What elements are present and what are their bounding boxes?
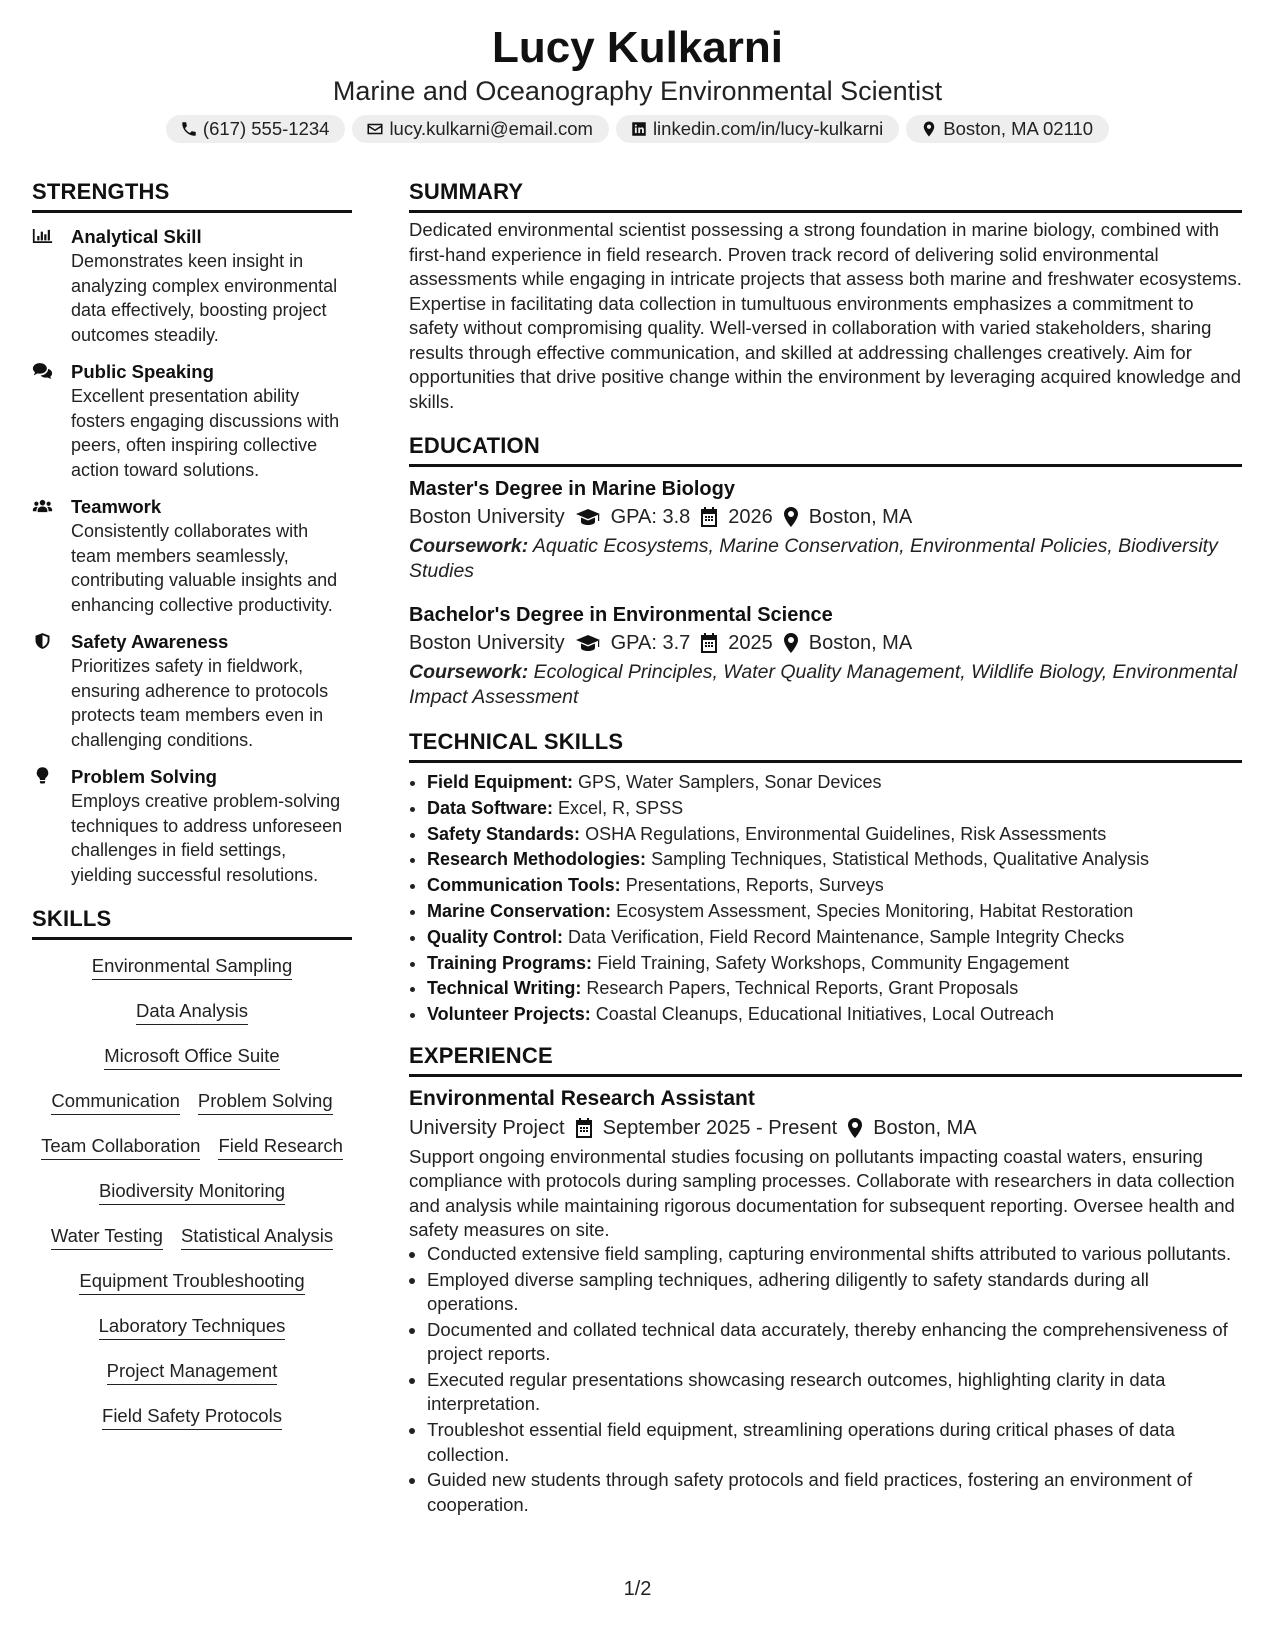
list-item: • Troubleshot essential field equipment, streamlining operations during critical phases of data collection. — [427, 1418, 1242, 1467]
edu-location: Boston, MA — [808, 632, 913, 654]
contact-email[interactable] — [352, 115, 609, 143]
list-item: • Communication Tools: Presentations, Reports, Surveys — [427, 873, 1242, 899]
resume-header — [0, 0, 1275, 143]
education-entry — [409, 476, 1242, 583]
strength-item — [32, 495, 352, 617]
list-item: • Data Software: Excel, R, SPSS — [427, 796, 1242, 822]
contact-bar — [0, 115, 1275, 143]
job-dates: September 2025 - Present — [602, 1116, 838, 1139]
strength-item — [32, 765, 352, 887]
list-item: • Executed regular presentations showcasing research outcomes, highlighting clarity in data interpretation. — [427, 1368, 1242, 1417]
skill-tag: Laboratory Techniques — [99, 1314, 286, 1340]
degree-title: Bachelor's Degree in Environmental Science — [409, 604, 833, 626]
school-name: Boston University — [409, 506, 565, 528]
graduation-cap-icon — [575, 507, 601, 527]
job-location: Boston, MA — [873, 1116, 977, 1139]
bar-chart-icon — [32, 227, 53, 245]
calendar-icon — [575, 1118, 593, 1138]
gpa: GPA: 3.7 — [610, 632, 691, 654]
right-column — [409, 178, 1242, 1518]
list-item: • Technical Writing: Research Papers, Technical Reports, Grant Proposals — [427, 976, 1242, 1002]
strength-desc: Excellent presentation ability fosters engaging discussions with peers, often inspiring collective action toward solutions. — [71, 386, 340, 480]
coursework-list: Ecological Principles, Water Quality Management, Wildlife Biology, Environmental Impact Assessment — [409, 661, 1238, 708]
list-item: • Guided new students through safety protocols and field practices, fostering an environment of cooperation. — [427, 1468, 1242, 1517]
school-name: Boston University — [409, 632, 565, 654]
team-icon — [32, 497, 53, 515]
skill-tag: Microsoft Office Suite — [104, 1044, 279, 1070]
lightbulb-icon — [32, 767, 53, 785]
map-pin-icon — [783, 507, 799, 527]
strength-desc: Consistently collaborates with team members seamlessly, contributing valuable insights and enhancing collective productivity. — [71, 521, 338, 615]
edu-location: Boston, MA — [808, 506, 913, 528]
summary-text: Dedicated environmental scientist possessing a strong foundation in marine biology, combined with first-hand experience in field research. Proven track record of delivering solid environmental assessments while engaging in intricate projects that assess both marine and freshwater ecosystems. Expertise in facilitating data collection in tumultuous environments emphasizes a commitment to safety without compromising quality. Well-versed in collaboration with varied stakeholders, sharing results through effective communication, and skilled at addressing challenges creatively. Aim for opportunities that drive positive change within the environment by leveraging acquired knowledge and skills. — [409, 219, 1242, 412]
education-list — [409, 476, 1242, 709]
skill-tag: Environmental Sampling — [92, 954, 293, 980]
strengths-heading: STRENGTHS — [32, 178, 352, 213]
contact-linkedin[interactable] — [616, 115, 899, 143]
linkedin-text: linkedin.com/in/lucy-kulkarni — [652, 118, 884, 139]
strengths-list — [32, 225, 352, 887]
education-heading: EDUCATION — [409, 432, 1242, 467]
gpa: GPA: 3.8 — [610, 506, 691, 528]
coursework-label: Coursework: — [409, 535, 529, 557]
skill-tag: Statistical Analysis — [181, 1224, 333, 1250]
map-pin-icon — [920, 120, 938, 138]
list-item: • Documented and collated technical data accurately, thereby enhancing the comprehensiveness of project reports. — [427, 1318, 1242, 1367]
map-pin-icon — [783, 633, 799, 653]
job-description: Support ongoing environmental studies focusing on pollutants impacting coastal waters, ensuring compliance with protocols during sampling processes. Collaborate with researchers in data collection and analysis while maintaining rigorous documentation for subsequent reporting. Oversee health and safety measures on site. — [409, 1145, 1235, 1240]
skill-tag: Field Safety Protocols — [102, 1404, 282, 1430]
contact-phone[interactable] — [166, 115, 346, 143]
year: 2025 — [728, 632, 773, 654]
coursework-label: Coursework: — [409, 661, 529, 683]
email-text: lucy.kulkarni@email.com — [389, 118, 593, 139]
strength-title: Problem Solving — [71, 766, 217, 787]
calendar-icon — [700, 633, 718, 653]
strength-desc: Employs creative problem-solving techniques to address unforeseen challenges in field settings, yielding successful resolutions. — [71, 791, 343, 885]
skill-tag: Equipment Troubleshooting — [79, 1269, 304, 1295]
linkedin-icon — [630, 120, 648, 138]
strength-desc: Prioritizes safety in fieldwork, ensuring adherence to protocols protects team members even in challenging conditions. — [71, 656, 329, 750]
degree-title: Master's Degree in Marine Biology — [409, 478, 735, 500]
job-bullets — [409, 1242, 1242, 1517]
strength-title: Analytical Skill — [71, 226, 202, 247]
skills-heading: SKILLS — [32, 905, 352, 940]
strength-title: Public Speaking — [71, 361, 214, 382]
skill-tag: Communication — [51, 1089, 180, 1115]
location-text: Boston, MA 02110 — [943, 118, 1094, 139]
strength-item — [32, 360, 352, 482]
coursework — [409, 534, 1242, 583]
list-item: • Conducted extensive field sampling, capturing environmental shifts attributed to various pollutants. — [427, 1242, 1242, 1266]
strength-desc: Demonstrates keen insight in analyzing complex environmental data effectively, boosting project outcomes steadily. — [71, 251, 338, 345]
skills-list — [32, 954, 352, 1449]
list-item: • Field Equipment: GPS, Water Samplers, Sonar Devices — [427, 770, 1242, 796]
candidate-title: Marine and Oceanography Environmental Scientist — [332, 76, 943, 106]
summary-heading: SUMMARY — [409, 178, 1242, 213]
left-column — [32, 178, 352, 1449]
candidate-name: Lucy Kulkarni — [492, 23, 783, 72]
phone-icon — [180, 120, 198, 138]
speech-bubbles-icon — [32, 362, 53, 380]
experience-heading: EXPERIENCE — [409, 1042, 1242, 1077]
page-number: 1/2 — [623, 1578, 652, 1600]
coursework-list: Aquatic Ecosystems, Marine Conservation, Environmental Policies, Biodiversity Studies — [409, 535, 1218, 582]
technical-skills-heading: TECHNICAL SKILLS — [409, 728, 1242, 763]
list-item: • Training Programs: Field Training, Safety Workshops, Community Engagement — [427, 951, 1242, 977]
contact-location — [906, 115, 1109, 143]
skill-tag: Water Testing — [51, 1224, 163, 1250]
shield-icon — [32, 632, 53, 650]
job-org: University Project — [409, 1116, 565, 1139]
job-title: Environmental Research Assistant — [409, 1086, 755, 1110]
job-entry — [409, 1085, 1242, 1517]
skill-tag: Field Research — [218, 1134, 342, 1160]
calendar-icon — [700, 507, 718, 527]
strength-title: Teamwork — [71, 496, 162, 517]
skill-tag: Problem Solving — [198, 1089, 333, 1115]
education-entry — [409, 602, 1242, 709]
graduation-cap-icon — [575, 633, 601, 653]
envelope-icon — [366, 120, 384, 138]
year: 2026 — [728, 506, 773, 528]
strength-item — [32, 630, 352, 752]
list-item: • Research Methodologies: Sampling Techniques, Statistical Methods, Qualitative Analysis — [427, 847, 1242, 873]
skill-tag: Biodiversity Monitoring — [99, 1179, 285, 1205]
list-item: • Employed diverse sampling techniques, adhering diligently to safety standards during all operations. — [427, 1268, 1242, 1317]
list-item: • Marine Conservation: Ecosystem Assessment, Species Monitoring, Habitat Restoration — [427, 899, 1242, 925]
strength-title: Safety Awareness — [71, 631, 229, 652]
phone-text: (617) 555-1234 — [202, 118, 330, 139]
coursework — [409, 660, 1242, 709]
skill-tag: Project Management — [107, 1359, 278, 1385]
list-item: • Quality Control: Data Verification, Field Record Maintenance, Sample Integrity Checks — [427, 925, 1242, 951]
strength-item — [32, 225, 352, 347]
map-pin-icon — [847, 1118, 863, 1138]
technical-skills-list — [409, 770, 1242, 1028]
skill-tag: Data Analysis — [136, 999, 248, 1025]
skill-tag: Team Collaboration — [41, 1134, 200, 1160]
list-item: • Safety Standards: OSHA Regulations, Environmental Guidelines, Risk Assessments — [427, 822, 1242, 848]
list-item: • Volunteer Projects: Coastal Cleanups, Educational Initiatives, Local Outreach — [427, 1002, 1242, 1028]
